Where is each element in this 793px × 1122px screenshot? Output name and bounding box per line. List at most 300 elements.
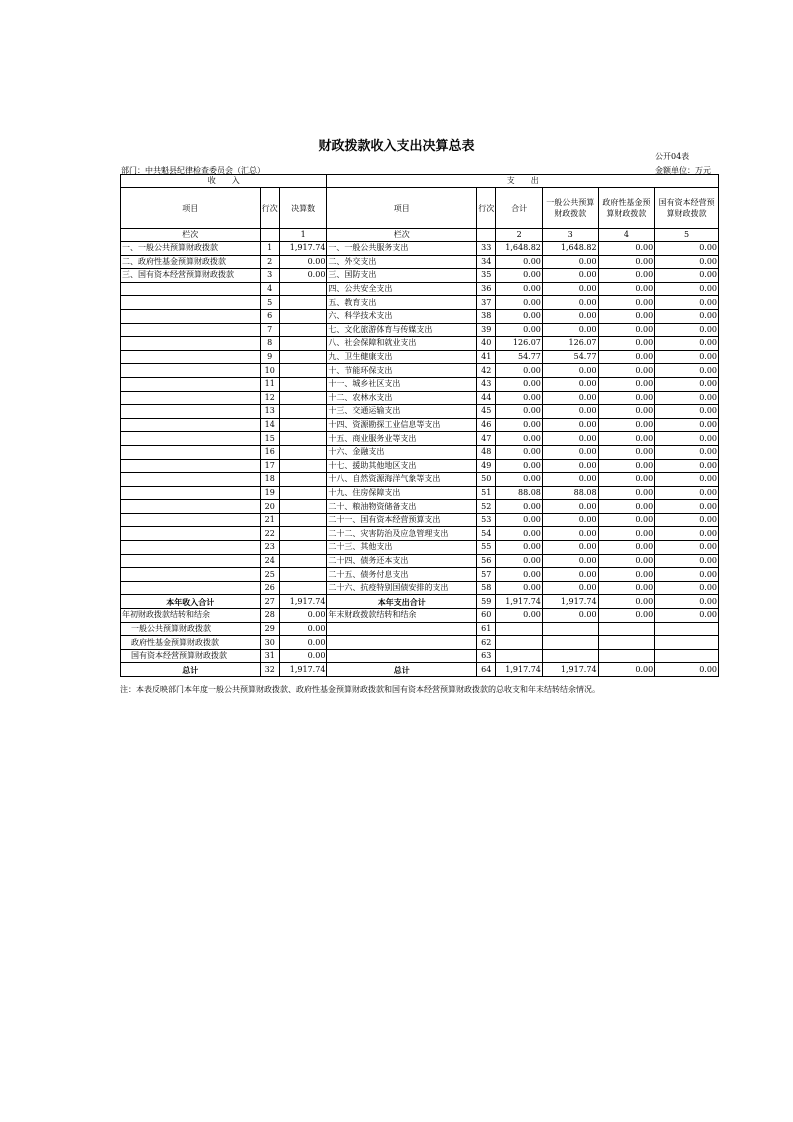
income-amount (279, 513, 327, 527)
income-amount (279, 405, 327, 419)
table-body (121, 242, 719, 677)
column-number: 5 (655, 229, 719, 242)
expense-gov-fund (598, 649, 655, 663)
expense-gov-fund: 0.00 (598, 445, 655, 459)
income-item: 政府性基金预算财政拨款 (121, 636, 261, 650)
income-amount (279, 432, 327, 446)
income-amount (279, 309, 327, 323)
expense-general-budget: 0.00 (542, 568, 598, 582)
expense-item: 十二、农林水支出 (327, 391, 477, 405)
expense-line-no: 62 (477, 636, 496, 650)
income-line-no: 26 (260, 581, 279, 595)
expense-gov-fund: 0.00 (598, 473, 655, 487)
income-item (121, 554, 261, 568)
expense-state-capital: 0.00 (655, 269, 719, 283)
expense-state-capital: 0.00 (655, 663, 719, 677)
expense-general-budget: 0.00 (542, 296, 598, 310)
expense-line-no: 50 (477, 473, 496, 487)
expense-state-capital: 0.00 (655, 609, 719, 623)
column-number: 4 (598, 229, 655, 242)
expense-gov-fund: 0.00 (598, 282, 655, 296)
income-item (121, 391, 261, 405)
expense-total: 0.00 (496, 581, 543, 595)
table-row (121, 282, 719, 296)
expense-gov-fund: 0.00 (598, 486, 655, 500)
expense-line-header: 行次 (477, 188, 496, 229)
income-item (121, 418, 261, 432)
income-item (121, 309, 261, 323)
expense-gov-fund: 0.00 (598, 377, 655, 391)
expense-state-capital: 0.00 (655, 282, 719, 296)
expense-gov-fund: 0.00 (598, 581, 655, 595)
expense-total: 0.00 (496, 500, 543, 514)
income-amount (279, 296, 327, 310)
expense-item: 十、节能环保支出 (327, 364, 477, 378)
expense-item: 二十四、债务还本支出 (327, 554, 477, 568)
expense-gov-fund: 0.00 (598, 459, 655, 473)
income-line-no: 22 (260, 527, 279, 541)
income-amount (279, 568, 327, 582)
income-line-no: 32 (260, 663, 279, 677)
expense-total: 0.00 (496, 541, 543, 555)
expense-item (327, 636, 477, 650)
report-title: 财政拨款收入支出决算总表 (318, 139, 475, 154)
table-row (121, 663, 719, 677)
expense-general-budget: 0.00 (542, 391, 598, 405)
column-label: 栏次 (121, 229, 261, 242)
expense-total: 54.77 (496, 350, 543, 364)
expense-line-no: 43 (477, 377, 496, 391)
expense-item: 本年支出合计 (327, 595, 477, 609)
income-item (121, 473, 261, 487)
income-item (121, 432, 261, 446)
expense-general-budget (542, 622, 598, 636)
expense-state-capital: 0.00 (655, 377, 719, 391)
expense-total: 0.00 (496, 296, 543, 310)
expense-line-no: 41 (477, 350, 496, 364)
income-amount (279, 500, 327, 514)
income-amount (279, 541, 327, 555)
expense-general-budget: 0.00 (542, 541, 598, 555)
expense-total: 126.07 (496, 337, 543, 351)
expense-item: 十六、金融支出 (327, 445, 477, 459)
column-number: 1 (279, 229, 327, 242)
expense-general-budget: 1,917.74 (542, 595, 598, 609)
expense-item: 二、外交支出 (327, 255, 477, 269)
expense-gov-fund: 0.00 (598, 595, 655, 609)
expense-item: 二十二、灾害防治及应急管理支出 (327, 527, 477, 541)
expense-item: 二十六、抗疫特别国债安排的支出 (327, 581, 477, 595)
expense-line-no: 35 (477, 269, 496, 283)
income-item: 一般公共预算财政拨款 (121, 622, 261, 636)
expense-general-budget: 0.00 (542, 500, 598, 514)
table-row (121, 432, 719, 446)
footnote: 注：本表反映部门本年度一般公共预算财政拨款、政府性基金预算财政拨款和国有资本经营预算财政拨款的总收支和年末结转结余情况。 (120, 685, 600, 694)
income-line-no: 16 (260, 445, 279, 459)
expense-total: 0.00 (496, 405, 543, 419)
income-amount (279, 337, 327, 351)
expense-gov-fund: 0.00 (598, 554, 655, 568)
form-code: 公开04表 (655, 152, 690, 161)
expense-general-budget: 0.00 (542, 609, 598, 623)
expense-state-capital: 0.00 (655, 323, 719, 337)
expense-gov-fund: 0.00 (598, 296, 655, 310)
expense-line-no: 33 (477, 242, 496, 256)
expense-gov-fund: 0.00 (598, 323, 655, 337)
table-row (121, 595, 719, 609)
expense-line-no: 49 (477, 459, 496, 473)
expense-general-budget: 0.00 (542, 255, 598, 269)
expense-state-capital: 0.00 (655, 405, 719, 419)
table-row (121, 323, 719, 337)
income-amount (279, 445, 327, 459)
expense-item: 十七、援助其他地区支出 (327, 459, 477, 473)
expense-state-capital (655, 649, 719, 663)
expense-state-capital: 0.00 (655, 500, 719, 514)
table-row (121, 636, 719, 650)
expense-gov-fund: 0.00 (598, 541, 655, 555)
expense-line-no: 60 (477, 609, 496, 623)
income-line-no: 11 (260, 377, 279, 391)
expense-line-no: 58 (477, 581, 496, 595)
expense-total (496, 636, 543, 650)
income-item (121, 581, 261, 595)
expense-item: 年末财政拨款结转和结余 (327, 609, 477, 623)
table-row (121, 500, 719, 514)
income-amount: 1,917.74 (279, 242, 327, 256)
total-header: 合计 (496, 188, 543, 229)
income-item (121, 323, 261, 337)
expense-state-capital: 0.00 (655, 595, 719, 609)
income-amount (279, 459, 327, 473)
table-row (121, 649, 719, 663)
expense-total: 1,648.82 (496, 242, 543, 256)
expense-gov-fund: 0.00 (598, 513, 655, 527)
expense-general-budget: 54.77 (542, 350, 598, 364)
expense-gov-fund: 0.00 (598, 568, 655, 582)
finance-summary-table (120, 174, 719, 677)
expense-general-budget: 0.00 (542, 445, 598, 459)
expense-state-capital: 0.00 (655, 486, 719, 500)
expense-item: 二十五、债务付息支出 (327, 568, 477, 582)
expense-gov-fund: 0.00 (598, 609, 655, 623)
expense-gov-fund: 0.00 (598, 269, 655, 283)
table-row (121, 568, 719, 582)
expense-total (496, 649, 543, 663)
expense-line-no: 59 (477, 595, 496, 609)
expense-general-budget: 0.00 (542, 405, 598, 419)
expense-item: 十三、交通运输支出 (327, 405, 477, 419)
income-line-no: 15 (260, 432, 279, 446)
income-amount (279, 282, 327, 296)
expense-item: 二十、粮油物资储备支出 (327, 500, 477, 514)
expense-gov-fund: 0.00 (598, 364, 655, 378)
expense-line-no: 52 (477, 500, 496, 514)
income-line-no: 14 (260, 418, 279, 432)
income-item: 年初财政拨款结转和结余 (121, 609, 261, 623)
income-item (121, 445, 261, 459)
expense-general-budget: 88.08 (542, 486, 598, 500)
expense-item: 十四、资源勘探工业信息等支出 (327, 418, 477, 432)
expense-item: 十九、住房保障支出 (327, 486, 477, 500)
column-label: 栏次 (327, 229, 477, 242)
department-label: 部门：中共魁县纪律检查委员会（汇总） (121, 166, 265, 175)
table-row (121, 309, 719, 323)
expense-state-capital: 0.00 (655, 473, 719, 487)
expense-general-budget (542, 649, 598, 663)
expense-general-budget: 1,917.74 (542, 663, 598, 677)
expense-state-capital: 0.00 (655, 541, 719, 555)
income-item (121, 459, 261, 473)
expense-total: 1,917.74 (496, 595, 543, 609)
expense-gov-fund: 0.00 (598, 309, 655, 323)
income-item (121, 282, 261, 296)
column-blank (477, 229, 496, 242)
expense-line-no: 54 (477, 527, 496, 541)
expense-state-capital: 0.00 (655, 337, 719, 351)
income-amount (279, 554, 327, 568)
income-line-no: 18 (260, 473, 279, 487)
income-item: 三、国有资本经营预算财政拨款 (121, 269, 261, 283)
table-row (121, 337, 719, 351)
expense-total: 0.00 (496, 255, 543, 269)
expense-total: 1,917.74 (496, 663, 543, 677)
expense-state-capital: 0.00 (655, 309, 719, 323)
expense-total: 0.00 (496, 323, 543, 337)
expense-state-capital: 0.00 (655, 568, 719, 582)
column-number: 3 (542, 229, 598, 242)
expense-state-capital: 0.00 (655, 459, 719, 473)
expense-gov-fund: 0.00 (598, 242, 655, 256)
expense-item: 六、科学技术支出 (327, 309, 477, 323)
table-row (121, 445, 719, 459)
income-line-no: 31 (260, 649, 279, 663)
income-amount: 1,917.74 (279, 595, 327, 609)
expense-item: 四、公共安全支出 (327, 282, 477, 296)
expense-line-no: 51 (477, 486, 496, 500)
income-amount: 0.00 (279, 269, 327, 283)
income-line-no: 23 (260, 541, 279, 555)
expense-gov-fund: 0.00 (598, 337, 655, 351)
income-amount: 0.00 (279, 649, 327, 663)
expense-total: 0.00 (496, 377, 543, 391)
expense-total: 0.00 (496, 513, 543, 527)
expense-gov-fund: 0.00 (598, 255, 655, 269)
expense-total: 0.00 (496, 609, 543, 623)
expense-item (327, 622, 477, 636)
expense-line-no: 45 (477, 405, 496, 419)
expense-state-capital: 0.00 (655, 527, 719, 541)
expense-gov-fund: 0.00 (598, 500, 655, 514)
income-item: 国有资本经营预算财政拨款 (121, 649, 261, 663)
income-line-no: 24 (260, 554, 279, 568)
income-header: 收 入 (121, 175, 327, 188)
income-line-no: 7 (260, 323, 279, 337)
income-line-no: 28 (260, 609, 279, 623)
expense-line-no: 47 (477, 432, 496, 446)
expense-total: 0.00 (496, 445, 543, 459)
expense-state-capital (655, 636, 719, 650)
expense-general-budget: 0.00 (542, 581, 598, 595)
income-line-no: 3 (260, 269, 279, 283)
table-row (121, 581, 719, 595)
income-item (121, 296, 261, 310)
expense-total: 88.08 (496, 486, 543, 500)
table-row (121, 527, 719, 541)
expense-state-capital: 0.00 (655, 391, 719, 405)
income-amount (279, 581, 327, 595)
income-line-no: 20 (260, 500, 279, 514)
expense-total: 0.00 (496, 391, 543, 405)
expense-total: 0.00 (496, 282, 543, 296)
income-amount (279, 527, 327, 541)
expense-general-budget: 0.00 (542, 554, 598, 568)
income-line-no: 8 (260, 337, 279, 351)
income-amount-header: 决算数 (279, 188, 327, 229)
income-item: 本年收入合计 (121, 595, 261, 609)
table-row (121, 459, 719, 473)
income-line-no: 19 (260, 486, 279, 500)
expense-line-no: 48 (477, 445, 496, 459)
expense-state-capital: 0.00 (655, 554, 719, 568)
table-row (121, 255, 719, 269)
expense-general-budget: 126.07 (542, 337, 598, 351)
expense-general-budget: 0.00 (542, 473, 598, 487)
income-amount: 0.00 (279, 622, 327, 636)
income-amount: 0.00 (279, 609, 327, 623)
expense-item: 十一、城乡社区支出 (327, 377, 477, 391)
expense-item: 三、国防支出 (327, 269, 477, 283)
column-blank (260, 229, 279, 242)
expense-gov-fund: 0.00 (598, 418, 655, 432)
expense-general-budget: 0.00 (542, 527, 598, 541)
column-number: 2 (496, 229, 543, 242)
expense-line-no: 64 (477, 663, 496, 677)
expense-general-budget: 0.00 (542, 418, 598, 432)
expense-state-capital (655, 622, 719, 636)
income-item (121, 364, 261, 378)
income-item (121, 486, 261, 500)
table-row (121, 473, 719, 487)
expense-line-no: 40 (477, 337, 496, 351)
expense-item: 九、卫生健康支出 (327, 350, 477, 364)
expense-item-header: 项目 (327, 188, 477, 229)
income-amount (279, 473, 327, 487)
expense-gov-fund: 0.00 (598, 391, 655, 405)
expense-state-capital: 0.00 (655, 445, 719, 459)
expense-total: 0.00 (496, 269, 543, 283)
income-amount: 0.00 (279, 255, 327, 269)
expense-total: 0.00 (496, 432, 543, 446)
income-line-no: 9 (260, 350, 279, 364)
expense-state-capital: 0.00 (655, 418, 719, 432)
expense-gov-fund (598, 622, 655, 636)
expense-state-capital: 0.00 (655, 242, 719, 256)
general-budget-header: 一般公共预算财政拨款 (542, 188, 598, 229)
income-item: 一、一般公共预算财政拨款 (121, 242, 261, 256)
income-line-no: 13 (260, 405, 279, 419)
expense-line-no: 57 (477, 568, 496, 582)
expense-total: 0.00 (496, 473, 543, 487)
table-row (121, 609, 719, 623)
table-row (121, 242, 719, 256)
table-row (121, 350, 719, 364)
income-line-no: 2 (260, 255, 279, 269)
expense-gov-fund (598, 636, 655, 650)
expense-general-budget (542, 636, 598, 650)
income-amount (279, 364, 327, 378)
expense-state-capital: 0.00 (655, 296, 719, 310)
expense-line-no: 56 (477, 554, 496, 568)
expense-item: 八、社会保障和就业支出 (327, 337, 477, 351)
expense-gov-fund: 0.00 (598, 432, 655, 446)
expense-gov-fund: 0.00 (598, 405, 655, 419)
expense-general-budget: 0.00 (542, 513, 598, 527)
expense-general-budget: 0.00 (542, 282, 598, 296)
income-line-no: 29 (260, 622, 279, 636)
income-line-header: 行次 (260, 188, 279, 229)
expense-general-budget: 0.00 (542, 323, 598, 337)
income-line-no: 12 (260, 391, 279, 405)
income-item (121, 405, 261, 419)
income-item (121, 350, 261, 364)
income-amount: 1,917.74 (279, 663, 327, 677)
table-row (121, 554, 719, 568)
expense-line-no: 44 (477, 391, 496, 405)
expense-state-capital: 0.00 (655, 432, 719, 446)
expense-line-no: 38 (477, 309, 496, 323)
income-amount: 0.00 (279, 636, 327, 650)
expense-line-no: 42 (477, 364, 496, 378)
income-line-no: 5 (260, 296, 279, 310)
expense-state-capital: 0.00 (655, 513, 719, 527)
expense-line-no: 46 (477, 418, 496, 432)
expense-item: 总计 (327, 663, 477, 677)
expense-line-no: 34 (477, 255, 496, 269)
expense-general-budget: 0.00 (542, 309, 598, 323)
income-item (121, 541, 261, 555)
income-item: 总计 (121, 663, 261, 677)
income-amount (279, 486, 327, 500)
expense-general-budget: 1,648.82 (542, 242, 598, 256)
expense-item: 七、文化旅游体育与传媒支出 (327, 323, 477, 337)
expense-item: 十八、自然资源海洋气象等支出 (327, 473, 477, 487)
expense-total: 0.00 (496, 459, 543, 473)
table-row (121, 486, 719, 500)
income-line-no: 21 (260, 513, 279, 527)
income-line-no: 6 (260, 309, 279, 323)
expense-line-no: 63 (477, 649, 496, 663)
expense-line-no: 55 (477, 541, 496, 555)
expense-total (496, 622, 543, 636)
expense-total: 0.00 (496, 364, 543, 378)
table-row (121, 269, 719, 283)
income-item: 二、政府性基金预算财政拨款 (121, 255, 261, 269)
expense-item: 二十三、其他支出 (327, 541, 477, 555)
expense-general-budget: 0.00 (542, 269, 598, 283)
income-item (121, 568, 261, 582)
expense-gov-fund: 0.00 (598, 350, 655, 364)
expense-general-budget: 0.00 (542, 459, 598, 473)
income-item (121, 500, 261, 514)
table-row (121, 391, 719, 405)
table-row (121, 541, 719, 555)
income-item (121, 377, 261, 391)
table-row (121, 513, 719, 527)
expense-total: 0.00 (496, 309, 543, 323)
income-item (121, 513, 261, 527)
expense-line-no: 37 (477, 296, 496, 310)
